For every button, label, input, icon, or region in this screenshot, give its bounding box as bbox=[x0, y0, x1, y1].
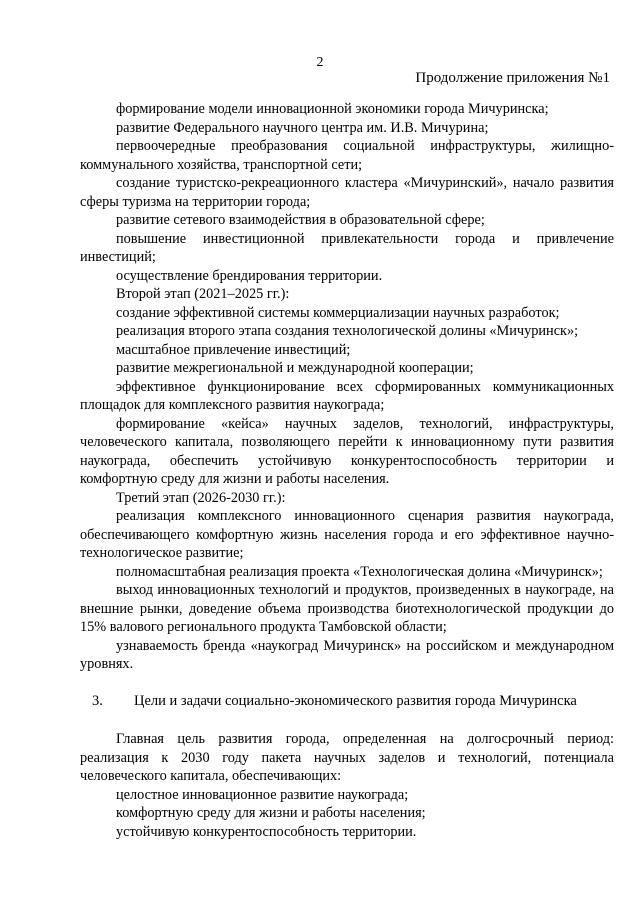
paragraph: формирование модели инновационной экономики города Мичуринска; bbox=[116, 101, 549, 117]
paragraph: реализация второго этапа создания технологической долины «Мичуринск»; bbox=[116, 323, 579, 339]
paragraph: выход инновационных технологий и продуктов, произведенных в наукограде, на внешние рынки, доведение объема производства биотехнологической продукции до 15% валового регионального продукта Тамбовской области; bbox=[80, 582, 614, 635]
paragraph-list bbox=[80, 730, 614, 841]
paragraph: развитие межрегиональной и международной кооперации; bbox=[116, 360, 474, 376]
section-title: Цели и задачи социально-экономического развития города Мичуринска bbox=[134, 692, 577, 709]
paragraph: масштабное привлечение инвестиций; bbox=[116, 341, 351, 358]
paragraph: устойчивую конкурентоспособность территории. bbox=[116, 823, 417, 840]
paragraph: формирование «кейса» научных заделов, технологий, инфраструктуры, человеческого капитала, позволяющего перейти к инновационному пути развития наукограда, обеспечить устойчивую конкурентоспособность территории и комфортную среду для жизни и работы населения. bbox=[80, 415, 614, 487]
paragraph: первоочередные преобразования социальной инфраструктуры, жилищно-коммунального хозяйства, транспортной сети; bbox=[80, 138, 614, 173]
paragraph: полномасштабная реализация проекта «Технологическая долина «Мичуринск»; bbox=[116, 563, 603, 580]
section-heading bbox=[80, 692, 614, 711]
paragraph: комфортную среду для жизни и работы населения; bbox=[116, 805, 426, 821]
paragraph: эффективное функционирование всех сформированных коммуникационных площадок для комплексного развития наукограда; bbox=[80, 378, 614, 413]
paragraph: развитие Федерального научного центра им. И.В. Мичурина; bbox=[116, 119, 489, 136]
paragraph: реализация комплексного инновационного сценария развития наукограда, обеспечивающего комфортную жизнь населения города и его эффективное научно-технологическое развитие; bbox=[80, 508, 614, 561]
paragraph: создание туристско-рекреационного кластера «Мичуринский», начало развития сферы туризма на территории города; bbox=[80, 175, 614, 210]
paragraph: целостное инновационное развитие наукограда; bbox=[116, 786, 409, 803]
paragraph: повышение инвестиционной привлекательности города и привлечение инвестиций; bbox=[80, 230, 614, 265]
paragraph: узнаваемость бренда «наукоград Мичуринск» на российском и международном уровнях. bbox=[80, 637, 614, 672]
page-number: 2 bbox=[316, 55, 324, 70]
paragraph: создание эффективной системы коммерциализации научных разработок; bbox=[116, 304, 560, 321]
continuation-note: Продолжение приложения №1 bbox=[415, 70, 610, 86]
paragraph-list bbox=[80, 100, 614, 674]
paragraph: Третий этап (2026-2030 гг.): bbox=[116, 489, 286, 506]
document-body bbox=[80, 100, 614, 841]
paragraph: развитие сетевого взаимодействия в образовательной сфере; bbox=[116, 212, 485, 228]
paragraph: Главная цель развития города, определенная на долгосрочный период: реализация к 2030 году пакета научных заделов и технологий, потенциала человеческого капитала, обеспечивающих: bbox=[80, 731, 614, 784]
section-number: 3. bbox=[92, 692, 103, 709]
paragraph: осуществление брендирования территории. bbox=[116, 267, 383, 284]
paragraph: Второй этап (2021–2025 гг.): bbox=[116, 286, 290, 302]
